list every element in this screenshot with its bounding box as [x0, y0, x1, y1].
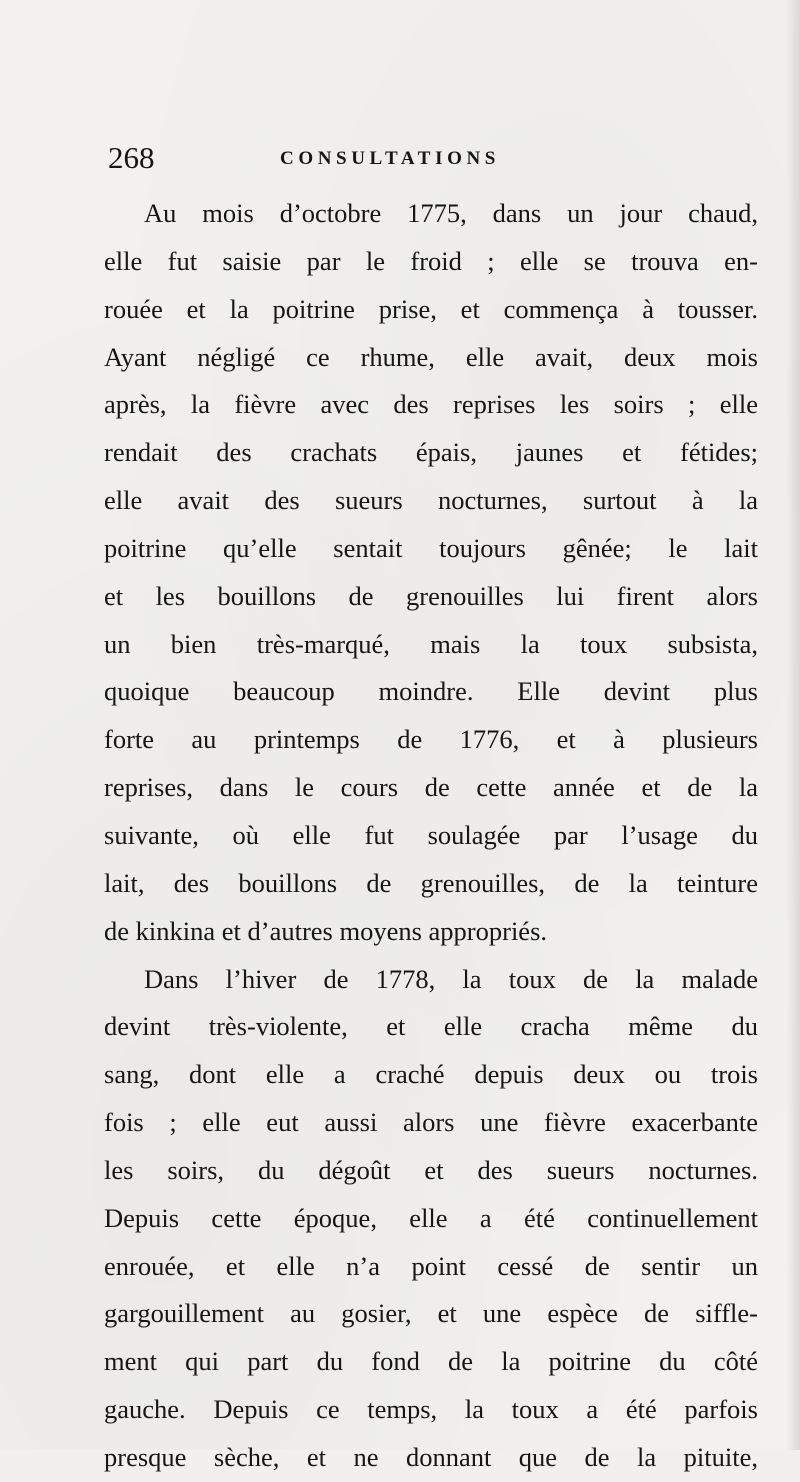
text-line: Depuis cette époque, elle a été continuellement: [104, 1202, 758, 1233]
text-line: fois ; elle eut aussi alors une fièvre exacerbante: [104, 1107, 758, 1138]
text-line: quoique beaucoup moindre. Elle devint plus: [104, 676, 758, 707]
text-line: après, la fièvre avec des reprises les soirs ; elle: [104, 389, 758, 420]
text-line: ment qui part du fond de la poitrine du côté: [104, 1346, 758, 1377]
text-line: elle avait des sueurs nocturnes, surtout à la: [104, 485, 758, 516]
running-head: CONSULTATIONS: [280, 148, 500, 169]
page-header: [108, 138, 758, 182]
text-line: Dans l’hiver de 1778, la toux de la malade: [144, 963, 758, 994]
text-line: lait, des bouillons de grenouilles, de la teinture: [104, 867, 758, 898]
text-line: de kinkina et d’autres moyens appropriés.: [104, 915, 548, 946]
text-line: sang, dont elle a craché depuis deux ou trois: [104, 1059, 758, 1090]
text-line: Au mois d’octobre 1775, dans un jour chaud,: [144, 198, 758, 228]
text-line: gargouillement au gosier, et une espèce de siffle-: [104, 1298, 758, 1329]
text-line: elle fut saisie par le froid ; elle se trouva en-: [104, 245, 758, 276]
text-line: rendait des crachats épais, jaunes et fétides;: [104, 437, 758, 468]
text-line: forte au printemps de 1776, et à plusieurs: [104, 724, 758, 755]
text-line: et les bouillons de grenouilles lui firent alors: [104, 580, 758, 611]
body-text: [104, 190, 758, 1482]
page-number: 268: [108, 140, 155, 175]
text-line: suivante, où elle fut soulagée par l’usage du: [104, 819, 758, 850]
text-line: gauche. Depuis ce temps, la toux a été parfois: [104, 1394, 758, 1425]
text-line: Ayant négligé ce rhume, elle avait, deux mois: [104, 341, 758, 372]
text-line: poitrine qu’elle sentait toujours gênée; le lait: [104, 532, 758, 563]
text-line: presque sèche, et ne donnant que de la pituite,: [104, 1441, 758, 1472]
gutter-shadow: [786, 0, 800, 1450]
text-line: reprises, dans le cours de cette année et de la: [104, 772, 758, 803]
text-line: les soirs, du dégoût et des sueurs nocturnes.: [104, 1154, 758, 1185]
text-line: devint très-violente, et elle cracha même du: [104, 1011, 758, 1042]
text-line: enrouée, et elle n’a point cessé de sentir un: [104, 1250, 758, 1281]
text-line: un bien très-marqué, mais la toux subsista,: [104, 628, 758, 659]
text-line: rouée et la poitrine prise, et commença à tousser.: [104, 293, 758, 324]
